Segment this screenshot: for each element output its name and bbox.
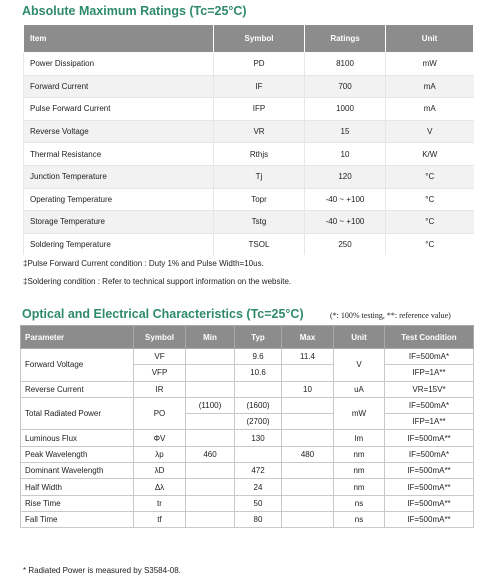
cell-typ: (2700) [235, 414, 282, 430]
table-row [21, 495, 474, 511]
cell-unit: ns [334, 511, 385, 527]
cell-condition: IF=500mA** [385, 495, 474, 511]
cell-rating: 120 [305, 165, 386, 188]
col-header-unit: Unit [386, 25, 474, 53]
cell-item: Pulse Forward Current [24, 98, 214, 121]
optical-table-body [21, 430, 474, 528]
cell-parameter: Luminous Flux [21, 430, 134, 446]
cell-typ [235, 446, 282, 462]
cell-typ: 472 [235, 463, 282, 479]
cell-parameter: Half Width [21, 479, 134, 495]
cell-unit: °C [386, 188, 474, 211]
col-header-parameter: Parameter [21, 326, 134, 349]
optical-electrical-title: Optical and Electrical Characteristics (Tc=25°C) [22, 307, 304, 321]
cell-min [186, 463, 235, 479]
radiated-power-footnote: * Radiated Power is measured by S3584-08. [23, 566, 181, 575]
cell-rating: 8100 [305, 53, 386, 76]
cell-unit: mW [334, 397, 385, 430]
table-row [21, 381, 474, 397]
param-reverse-current: Reverse Current [21, 381, 134, 397]
cell-typ: 50 [235, 495, 282, 511]
cell-symbol: tr [134, 495, 186, 511]
table-row [21, 349, 474, 365]
cell-symbol: λp [134, 446, 186, 462]
cell-item: Forward Current [24, 75, 214, 98]
cell-condition: IF=500mA** [385, 463, 474, 479]
cell-symbol: Rthjs [214, 143, 305, 166]
cell-condition: IFP=1A** [385, 414, 474, 430]
cell-rating: 1000 [305, 98, 386, 121]
cell-symbol: ΦV [134, 430, 186, 446]
cell-rating: -40 ~ +100 [305, 211, 386, 234]
cell-unit: ns [334, 495, 385, 511]
cell-rating: 15 [305, 120, 386, 143]
param-radiated-power: Total Radiated Power [21, 397, 134, 430]
cell-typ: 24 [235, 479, 282, 495]
cell-rating: 10 [305, 143, 386, 166]
cell-unit: nm [334, 446, 385, 462]
cell-item: Soldering Temperature [24, 233, 214, 255]
cell-item: Reverse Voltage [24, 120, 214, 143]
table-row [21, 397, 474, 413]
cell-max [282, 414, 334, 430]
cell-max [282, 511, 334, 527]
cell-min [186, 479, 235, 495]
table-row [24, 233, 474, 255]
cell-max [282, 495, 334, 511]
cell-typ: 130 [235, 430, 282, 446]
table-row [24, 165, 474, 188]
cell-parameter: Peak Wavelength [21, 446, 134, 462]
absolute-max-ratings-title: Absolute Maximum Ratings (Tc=25°C) [22, 4, 247, 18]
cell-condition: IF=500mA* [385, 349, 474, 365]
cell-symbol: TSOL [214, 233, 305, 255]
optical-electrical-table [20, 325, 474, 528]
cell-symbol: IF [214, 75, 305, 98]
testing-legend: (*: 100% testing, **: reference value) [330, 311, 451, 320]
cell-min [186, 495, 235, 511]
soldering-note: ‡Soldering condition : Refer to technical support information on the website. [23, 277, 292, 286]
col-header-min: Min [186, 326, 235, 349]
col-header-typ: Typ [235, 326, 282, 349]
table-row [24, 75, 474, 98]
table-row [21, 479, 474, 495]
cell-unit: V [334, 349, 385, 382]
table-header-row [24, 25, 474, 53]
cell-condition: IF=500mA** [385, 430, 474, 446]
col-header-unit: Unit [334, 326, 385, 349]
cell-condition: IF=500mA* [385, 397, 474, 413]
col-header-symbol: Symbol [214, 25, 305, 53]
cell-min [186, 381, 235, 397]
cell-unit: mA [386, 98, 474, 121]
table-row [24, 98, 474, 121]
cell-unit: °C [386, 233, 474, 255]
cell-rating: 700 [305, 75, 386, 98]
table-row [24, 211, 474, 234]
cell-min [186, 365, 235, 381]
cell-unit: lm [334, 430, 385, 446]
cell-unit: nm [334, 463, 385, 479]
cell-unit: uA [334, 381, 385, 397]
cell-typ: (1600) [235, 397, 282, 413]
cell-parameter: Fall Time [21, 511, 134, 527]
cell-unit: °C [386, 165, 474, 188]
cell-min: (1100) [186, 397, 235, 413]
col-header-symbol: Symbol [134, 326, 186, 349]
cell-item: Junction Temperature [24, 165, 214, 188]
col-header-item: Item [24, 25, 214, 53]
cell-max [282, 397, 334, 413]
cell-max [282, 430, 334, 446]
col-header-test-condition: Test Condition [385, 326, 474, 349]
cell-item: Thermal Resistance [24, 143, 214, 166]
cell-typ: 10.6 [235, 365, 282, 381]
cell-symbol: PD [214, 53, 305, 76]
cell-min [186, 430, 235, 446]
cell-min [186, 414, 235, 430]
cell-unit: mA [386, 75, 474, 98]
cell-condition: IFP=1A** [385, 365, 474, 381]
cell-max [282, 479, 334, 495]
cell-unit: °C [386, 211, 474, 234]
cell-parameter: Dominant Wavelength [21, 463, 134, 479]
cell-symbol: Topr [214, 188, 305, 211]
table-row [24, 143, 474, 166]
table-row [24, 53, 474, 76]
cell-typ: 80 [235, 511, 282, 527]
table-row [24, 120, 474, 143]
param-forward-voltage: Forward Voltage [21, 349, 134, 382]
cell-item: Power Dissipation [24, 53, 214, 76]
cell-unit: nm [334, 479, 385, 495]
cell-symbol: λD [134, 463, 186, 479]
cell-max: 11.4 [282, 349, 334, 365]
cell-condition: IF=500mA** [385, 479, 474, 495]
pulse-current-note: ‡Pulse Forward Current condition : Duty 1% and Pulse Width=10us. [23, 259, 264, 268]
cell-symbol: VR [214, 120, 305, 143]
cell-min [186, 349, 235, 365]
cell-parameter: Rise Time [21, 495, 134, 511]
col-header-max: Max [282, 326, 334, 349]
cell-max [282, 365, 334, 381]
absolute-max-ratings-table [23, 24, 474, 255]
table-row [24, 188, 474, 211]
cell-max [282, 463, 334, 479]
cell-symbol: IFP [214, 98, 305, 121]
cell-max: 480 [282, 446, 334, 462]
cell-symbol: VF [134, 349, 186, 365]
table-header-row [21, 326, 474, 349]
cell-rating: -40 ~ +100 [305, 188, 386, 211]
cell-condition: VR=15V* [385, 381, 474, 397]
cell-unit: V [386, 120, 474, 143]
cell-symbol: tf [134, 511, 186, 527]
cell-condition: IF=500mA** [385, 511, 474, 527]
cell-unit: K/W [386, 143, 474, 166]
cell-symbol: Tj [214, 165, 305, 188]
table-row [21, 463, 474, 479]
table-row [21, 430, 474, 446]
table-row [21, 446, 474, 462]
cell-unit: mW [386, 53, 474, 76]
cell-symbol: IR [134, 381, 186, 397]
ratings-table-body [24, 53, 474, 256]
cell-condition: IF=500mA* [385, 446, 474, 462]
cell-rating: 250 [305, 233, 386, 255]
cell-symbol: PO [134, 397, 186, 430]
cell-typ: 9.6 [235, 349, 282, 365]
cell-item: Operating Temperature [24, 188, 214, 211]
cell-symbol: Δλ [134, 479, 186, 495]
cell-symbol: Tstg [214, 211, 305, 234]
cell-max: 10 [282, 381, 334, 397]
col-header-ratings: Ratings [305, 25, 386, 53]
cell-item: Storage Temperature [24, 211, 214, 234]
cell-min: 460 [186, 446, 235, 462]
table-row [21, 511, 474, 527]
cell-min [186, 511, 235, 527]
cell-typ [235, 381, 282, 397]
cell-symbol: VFP [134, 365, 186, 381]
